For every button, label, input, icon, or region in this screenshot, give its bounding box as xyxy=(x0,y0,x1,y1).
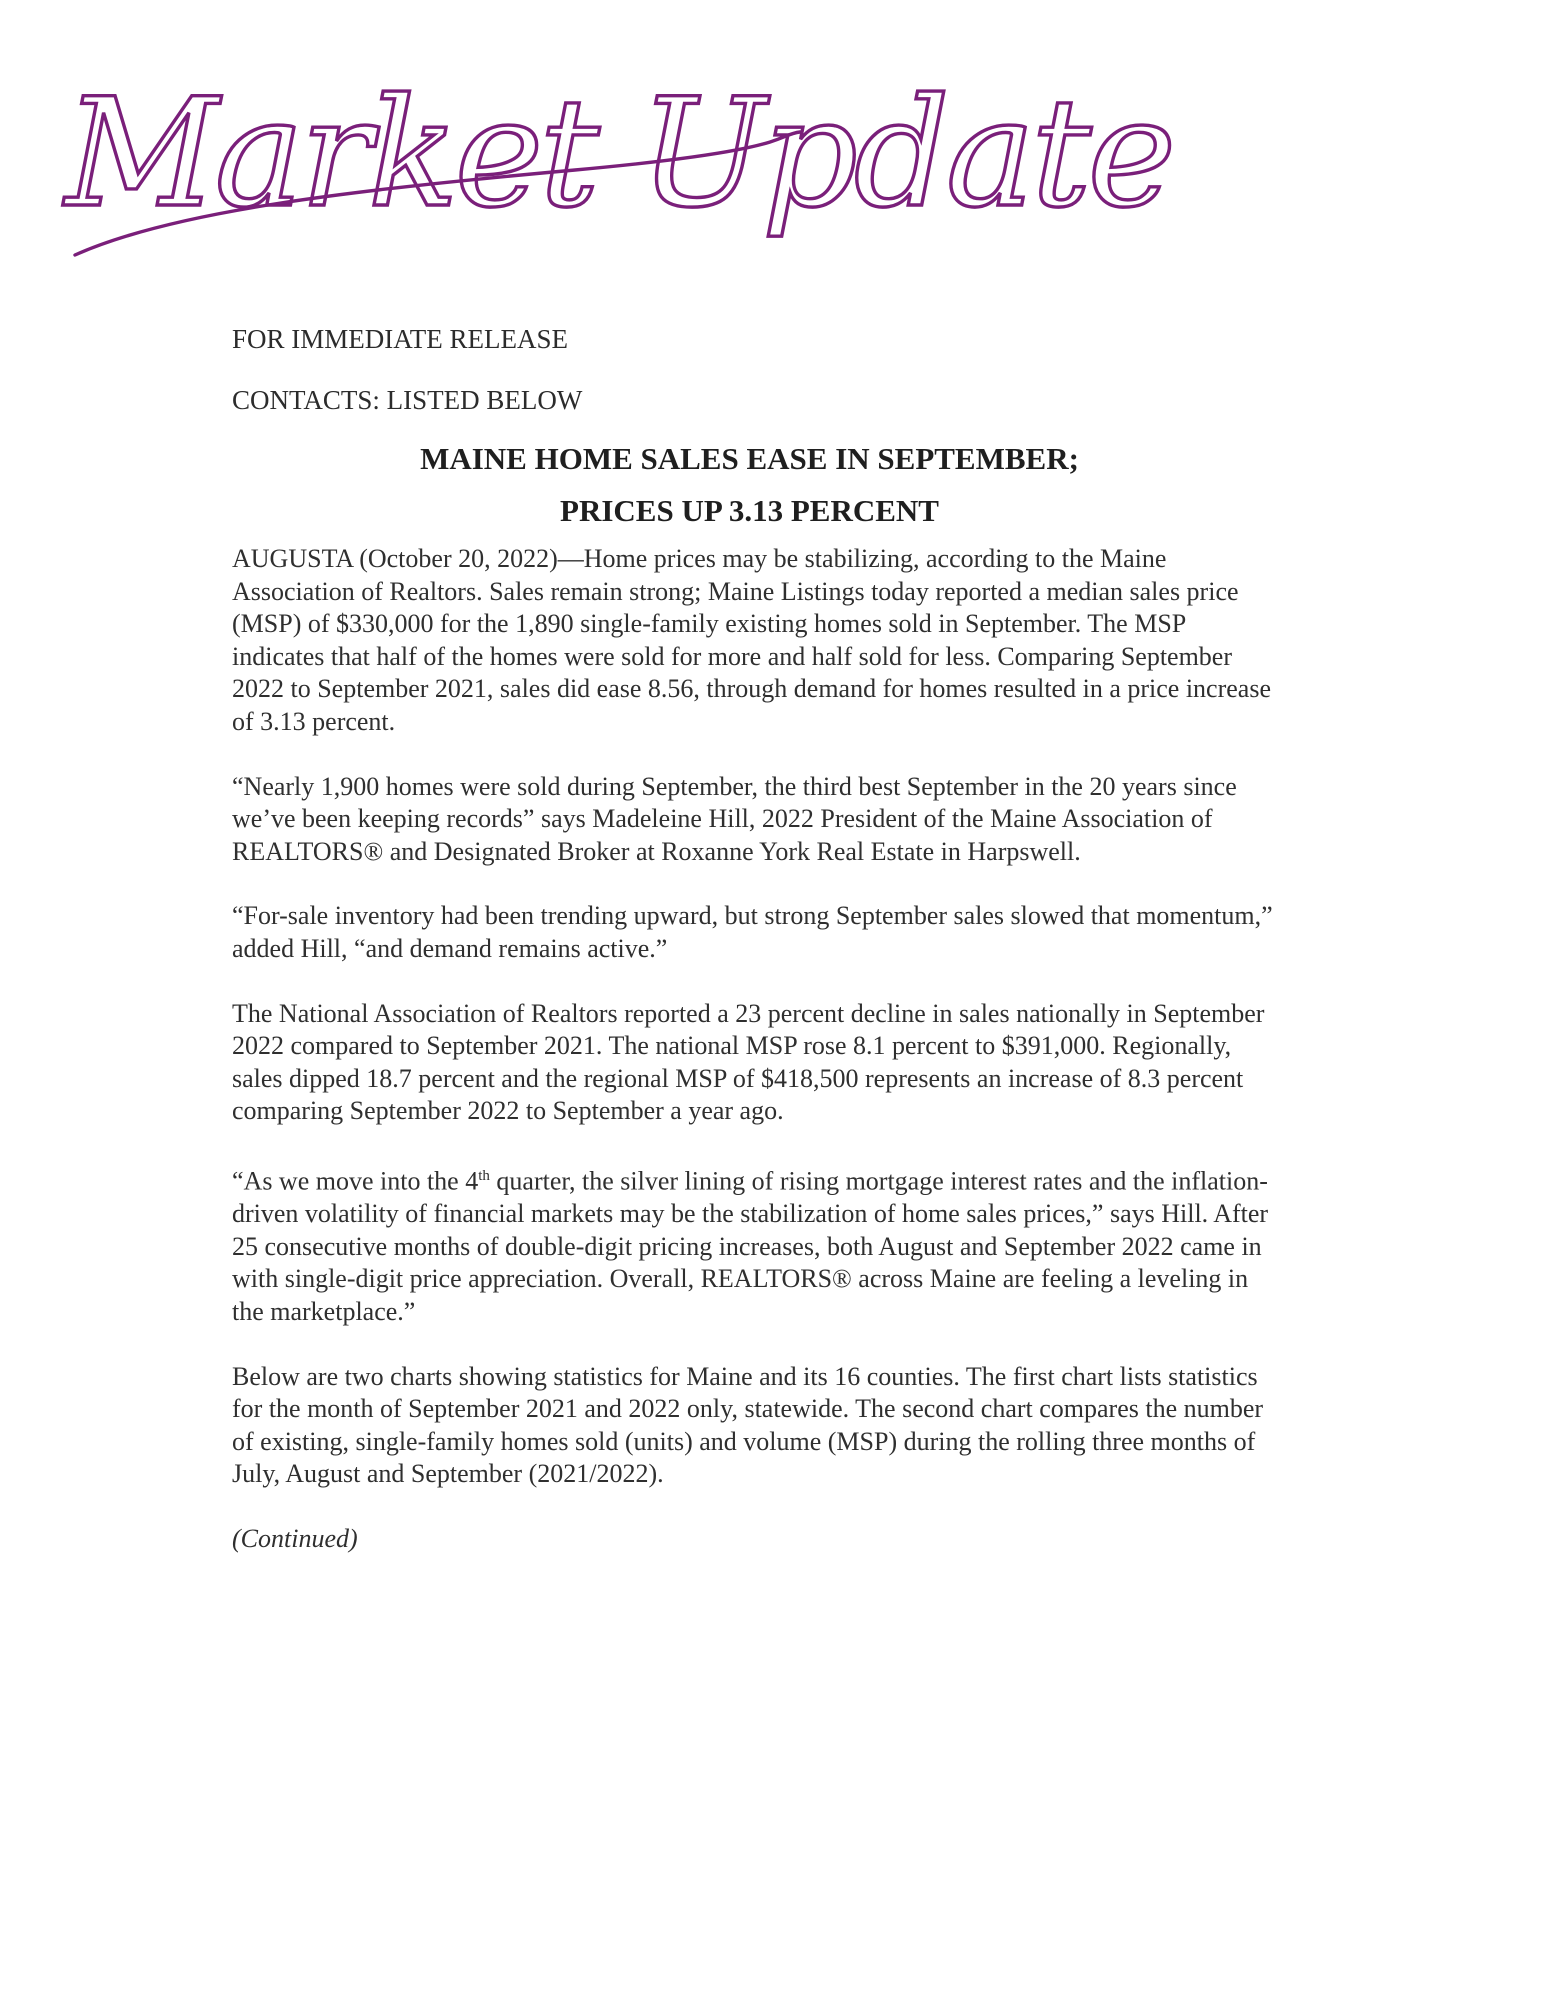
paragraph-intro: AUGUSTA (October 20, 2022)—Home prices may be stabilizing, according to the Maine Association of Realtors. Sales remain strong; Maine Listings today reported a median sales price (MSP) of $330,000 for the 1,890 single-family existing homes sold in September. The MSP indicates that half of the homes were sold for more and half sold for less. Comparing September 2022 to September 2021, sales did ease 8.56, through demand for homes resulted in a price increase of 3.13 percent. xyxy=(232,544,1271,736)
script-title-text: Market Update xyxy=(65,67,1173,241)
release-line: FOR IMMEDIATE RELEASE xyxy=(232,324,568,354)
press-release xyxy=(232,322,1282,1556)
market-update-script-title xyxy=(55,40,1173,270)
continued-note: (Continued) xyxy=(232,1523,358,1553)
paragraph-inventory-quote: “For-sale inventory had been trending upward, but strong September sales slowed that momentum,” added Hill, “and demand remains active.” xyxy=(232,901,1273,963)
headline xyxy=(232,433,1267,537)
headline-line-2: PRICES UP 3.13 PERCENT xyxy=(560,493,939,528)
paragraph-fourth-quarter: “As we move into the 4th quarter, the silver lining of rising mortgage interest rates and the inflation-driven volatility of financial markets may be the stabilization of home sales prices,” says Hill. After 25 consecutive months of double-digit pricing increases, both August and September 2022 came in with single-digit price appreciation. Overall, REALTORS® across Maine are feeling a leveling in the marketplace.” xyxy=(232,1166,1269,1326)
contacts-line: CONTACTS: LISTED BELOW xyxy=(232,385,583,415)
headline-line-1: MAINE HOME SALES EASE IN SEPTEMBER; xyxy=(420,441,1079,476)
paragraph-national-stats: The National Association of Realtors reported a 23 percent decline in sales nationally in September 2022 compared to September 2021. The national MSP rose 8.1 percent to $391,000. Regionally, sales dipped 18.7 percent and the regional MSP of $418,500 represents an increase of 8.3 percent comparing September 2022 to September a year ago. xyxy=(232,998,1265,1126)
paragraph-charts-intro: Below are two charts showing statistics for Maine and its 16 counties. The first chart lists statistics for the month of September 2021 and 2022 only, statewide. The second chart compares the number of existing, single-family homes sold (units) and volume (MSP) during the rolling three months of July, August and September (2021/2022). xyxy=(232,1361,1264,1489)
paragraph-hill-quote: “Nearly 1,900 homes were sold during September, the third best September in the 20 years since we’ve been keeping records” says Madeleine Hill, 2022 President of the Maine Association of REALTORS® and Designated Broker at Roxanne York Real Estate in Harpswell. xyxy=(232,771,1237,866)
script-title-graphic xyxy=(55,40,1173,270)
